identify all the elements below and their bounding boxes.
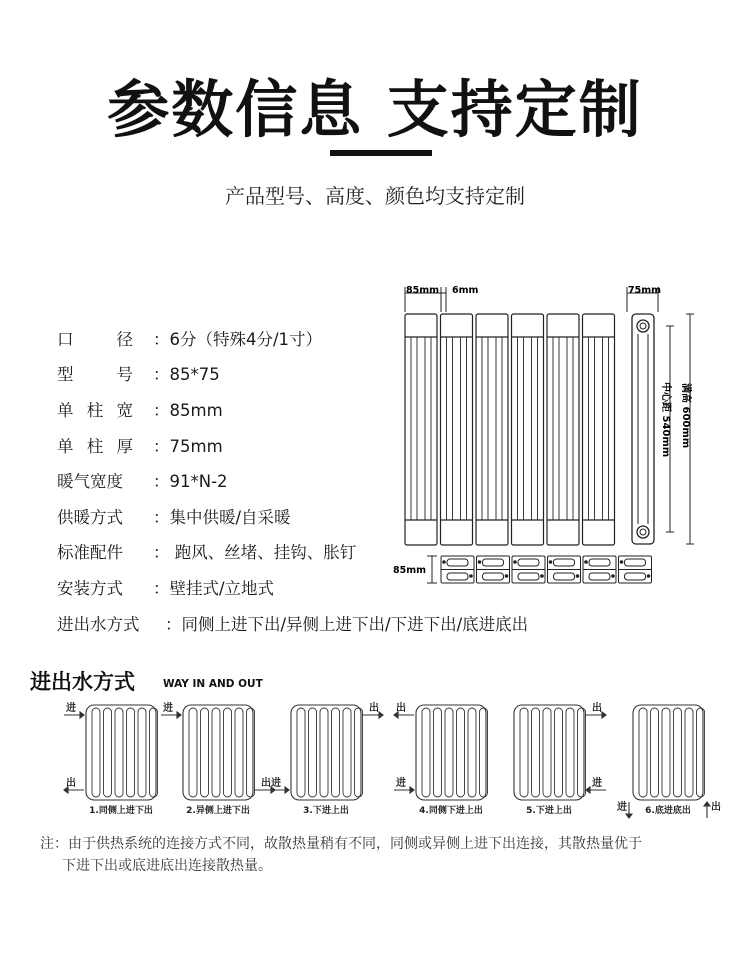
radiator-plan-module <box>619 556 652 583</box>
footnote-line-2: 下进下出或底进底出连接散热量。 <box>62 858 272 874</box>
footnote-line-1: 注：由于供热系统的连接方式不同，故散热量稍有不同，同侧或异侧上进下出连接，其散热量优于 <box>40 836 642 852</box>
flow-io-label: 进 <box>396 778 406 789</box>
dim-thickness-label: 75mm <box>628 285 662 296</box>
dim-column-width-label: 85mm <box>406 285 440 296</box>
flow-io-label: 进 <box>592 778 602 789</box>
spec-value: ：同侧上进下出/异侧上进下出/下进下出/底进底出 <box>165 614 529 634</box>
dim-bottom <box>427 556 437 583</box>
flow-io-label: 进 <box>66 703 76 714</box>
radiator-plan-module <box>583 556 616 583</box>
flow-io-label: 出 <box>369 703 379 714</box>
spec-value: ：75mm <box>153 436 223 456</box>
dim-full-height-label: 满高 600mm <box>680 383 691 449</box>
spec-value: ：91*N-2 <box>153 472 228 492</box>
radiator-plan-view <box>441 556 652 583</box>
spec-label: 进出水方式 <box>57 614 140 634</box>
page-subtitle: 产品型号、高度、颜色均支持定制 <box>225 184 525 208</box>
flow-method-label: 5.下进上出 <box>526 806 572 816</box>
radiator-column <box>476 314 508 545</box>
radiator-plan-module <box>477 556 510 583</box>
spec-label: 供暖方式 <box>57 507 123 527</box>
radiator-plan-module <box>512 556 545 583</box>
flow-io-label: 进 <box>163 703 173 714</box>
radiator-column <box>512 314 544 545</box>
flow-method-label: 6.底进底出 <box>645 806 691 816</box>
radiator-front-view <box>405 314 615 545</box>
flow-diagram <box>514 701 606 816</box>
flow-method-label: 2.异侧上进下出 <box>186 806 250 816</box>
flow-diagram <box>161 701 275 816</box>
spec-value: ：6分（特殊4分/1寸） <box>153 329 323 349</box>
spec-value: ： 跑风、丝堵、挂钩、胀钉 <box>153 543 357 563</box>
radiator-plan-module <box>441 556 474 583</box>
flow-io-label: 进 <box>271 778 281 789</box>
footnote <box>40 833 730 877</box>
flow-diagram <box>64 701 158 816</box>
spec-label: 暖气宽度 <box>57 472 123 492</box>
spec-value: ：85*75 <box>153 365 220 385</box>
dim-center-distance-label: 中心距 540mm <box>660 382 671 458</box>
spec-label: 单 柱 厚 <box>57 436 133 456</box>
radiator-column <box>583 314 615 545</box>
flow-diagram <box>616 705 721 818</box>
spec-label: 标准配件 <box>57 543 123 563</box>
spec-label: 口 径 <box>57 329 133 349</box>
spec-value: ：集中供暖/自采暖 <box>153 507 291 527</box>
radiator-plan-module <box>548 556 581 583</box>
radiator-column <box>441 314 473 545</box>
flow-io-label: 进 <box>617 802 627 813</box>
flow-diagrams <box>0 690 750 830</box>
radiator-column <box>547 314 579 545</box>
spec-label: 单 柱 宽 <box>57 400 133 420</box>
flow-diagram <box>394 701 488 816</box>
dim-gap-label: 6mm <box>452 285 479 296</box>
page-title: 参数信息 支持定制 <box>107 73 643 146</box>
flow-io-label: 出 <box>396 703 406 714</box>
flow-io-label: 出 <box>261 778 271 789</box>
dim-bottom-width-label: 85mm <box>393 565 427 576</box>
spec-value: ：壁挂式/立地式 <box>153 578 275 598</box>
flow-method-label: 4.同侧下进上出 <box>419 806 483 816</box>
spec-label: 安装方式 <box>57 578 123 598</box>
flow-method-label: 1.同侧上进下出 <box>89 806 153 816</box>
flow-section-subtitle: WAY IN AND OUT <box>163 678 263 690</box>
flow-method-label: 3.下进上出 <box>303 806 349 816</box>
spec-label: 型 号 <box>57 365 133 385</box>
flow-section-title: 进出水方式 <box>30 670 135 694</box>
flow-io-label: 出 <box>66 778 76 789</box>
spec-value: ：85mm <box>153 400 223 420</box>
flow-io-label: 出 <box>592 703 602 714</box>
flow-io-label: 出 <box>711 802 721 813</box>
flow-diagram <box>269 701 383 816</box>
radiator-column <box>405 314 437 545</box>
